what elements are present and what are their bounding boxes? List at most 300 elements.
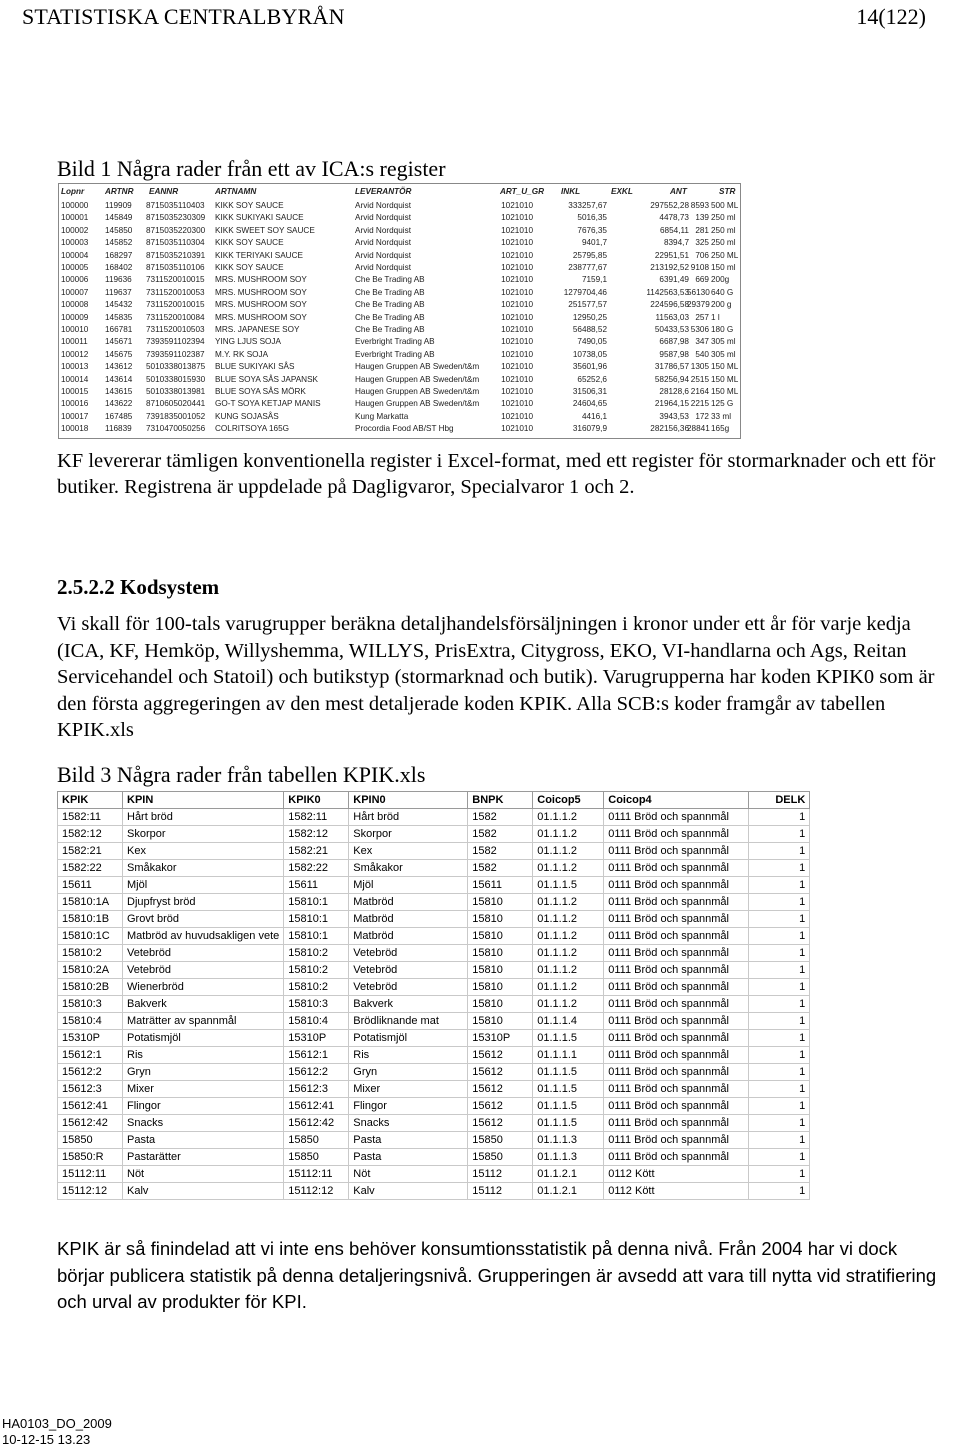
kpik-row bbox=[58, 962, 810, 979]
ica-cell: 28841 bbox=[687, 424, 710, 434]
section-heading: 2.5.2.2 Kodsystem bbox=[57, 575, 220, 599]
kpik-cell: 01.1.1.2 bbox=[533, 928, 604, 945]
kpik-cell: Maträtter av spannmål bbox=[123, 1013, 284, 1030]
ica-cell: 143622 bbox=[105, 399, 133, 409]
ica-cell: 1021010 bbox=[501, 287, 533, 297]
ica-cell: KUNG SOJASÅS bbox=[215, 411, 279, 421]
ica-column-header: ANT bbox=[670, 187, 687, 196]
kpik-column-header: KPIN0 bbox=[349, 792, 468, 809]
kpik-cell: 15612:2 bbox=[284, 1064, 349, 1081]
ica-cell: 4478,73 bbox=[659, 213, 689, 223]
kpik-cell: 0111 Bröd och spannmål bbox=[604, 1047, 749, 1064]
ica-cell: 7393591102394 bbox=[146, 337, 205, 347]
kpik-cell: 15810:1 bbox=[284, 894, 349, 911]
ica-cell: 145849 bbox=[105, 213, 133, 223]
kpik-cell: 1582 bbox=[468, 843, 533, 860]
kpik-cell: 01.1.1.2 bbox=[533, 911, 604, 928]
kpik-cell: 15112:12 bbox=[284, 1183, 349, 1200]
ica-cell: 143614 bbox=[105, 374, 133, 384]
ica-cell: 100018 bbox=[61, 424, 89, 434]
ica-cell: Everbright Trading AB bbox=[355, 349, 435, 359]
ica-cell: 7311520010053 bbox=[146, 287, 205, 297]
ica-cell: 238777,67 bbox=[568, 263, 607, 272]
ica-cell: MRS. MUSHROOM SOY bbox=[215, 287, 307, 297]
ica-cell: MRS. MUSHROOM SOY bbox=[215, 275, 307, 285]
ica-cell: 250 ml bbox=[711, 213, 736, 223]
ica-cell: 172 bbox=[695, 411, 709, 421]
kpik-cell: 1 bbox=[749, 1047, 810, 1064]
ica-cell: KIKK SOY SAUCE bbox=[215, 238, 284, 248]
kpik-cell: 1 bbox=[749, 996, 810, 1013]
ica-cell: 7391835001052 bbox=[146, 411, 206, 421]
kpik-cell: 15810:2 bbox=[284, 979, 349, 996]
figure1-caption: Bild 1 Några rader från ett av ICA:s register bbox=[57, 156, 446, 181]
kpik-column-header: DELK bbox=[749, 792, 810, 809]
kpik-cell: 15112:12 bbox=[58, 1183, 123, 1200]
kpik-cell: Vetebröd bbox=[349, 979, 468, 996]
ica-cell: 8394,7 bbox=[663, 238, 689, 248]
kpik-cell: 0111 Bröd och spannmål bbox=[604, 1149, 749, 1166]
kpik-cell: Grovt bröd bbox=[123, 911, 284, 928]
ica-cell: BLUE SOYA SÅS MÖRK bbox=[215, 387, 306, 396]
ica-cell: 29379 bbox=[687, 300, 710, 310]
kpik-cell: 15310P bbox=[58, 1030, 123, 1047]
kpik-cell: Vetebröd bbox=[349, 962, 468, 979]
kpik-row bbox=[58, 1030, 810, 1047]
ica-cell: Che Be Trading AB bbox=[355, 287, 425, 297]
ica-cell: 669 bbox=[695, 275, 709, 285]
kpik-cell: 15850 bbox=[468, 1149, 533, 1166]
kpik-cell: 0111 Bröd och spannmål bbox=[604, 928, 749, 945]
kpik-cell: 15612 bbox=[468, 1064, 533, 1081]
kpik-cell: 0111 Bröd och spannmål bbox=[604, 1098, 749, 1115]
kpik-cell: 15112 bbox=[468, 1183, 533, 1200]
ica-cell: 500 ML bbox=[711, 201, 739, 210]
kpik-cell: Matbröd av huvudsakligen vete bbox=[123, 928, 284, 945]
kpik-cell: Snacks bbox=[349, 1115, 468, 1132]
ica-cell: Haugen Gruppen AB Sweden/t&m bbox=[355, 399, 480, 409]
kpik-cell: 15810:2 bbox=[58, 945, 123, 962]
ica-cell: 100001 bbox=[61, 213, 89, 223]
ica-cell: 1021010 bbox=[501, 362, 533, 372]
kpik-cell: 01.1.1.2 bbox=[533, 996, 604, 1013]
ica-cell: 1021010 bbox=[501, 201, 533, 210]
kpik-cell: 15612 bbox=[468, 1081, 533, 1098]
kpik-cell: 15310P bbox=[468, 1030, 533, 1047]
kpik-row bbox=[58, 843, 810, 860]
kpik-cell: 01.1.1.2 bbox=[533, 843, 604, 860]
kpik-cell: 0111 Bröd och spannmål bbox=[604, 843, 749, 860]
ica-cell: 100016 bbox=[61, 399, 89, 409]
kpik-cell: Mixer bbox=[349, 1081, 468, 1098]
kpik-cell: Flingor bbox=[349, 1098, 468, 1115]
kpik-cell: 1582:21 bbox=[284, 843, 349, 860]
kpik-cell: 0111 Bröd och spannmål bbox=[604, 962, 749, 979]
ica-cell: 22951,51 bbox=[654, 250, 689, 260]
kpik-cell: 15612:3 bbox=[58, 1081, 123, 1098]
paragraph-kodsystem: Vi skall för 100-tals varugrupper beräkna detaljhandelsförsäljningen i kronor under ett år för varje kedja (ICA, KF, Hemköp, Willyshemma, WILLYS, PrisExtra, Citygross, EKO, VI-handlarna och Ags, Reitan Servicehandel och Statoil) och butikstyp (stormarknad och butik). Varugrupperna har koden KPIK0 som är den första aggregeringen av den mest detaljerade koden KPIK. Alla SCB:s koder framgår av tabellen KPIK.xls bbox=[57, 613, 935, 741]
kpik-row bbox=[58, 1064, 810, 1081]
kpik-cell: 15810:1A bbox=[58, 894, 123, 911]
kpik-cell: Bakverk bbox=[349, 996, 468, 1013]
ica-cell: 1021010 bbox=[501, 411, 533, 421]
ica-cell: 200 g bbox=[711, 300, 732, 310]
kpik-cell: 01.1.1.5 bbox=[533, 1098, 604, 1115]
kpik-cell: Djupfryst bröd bbox=[123, 894, 284, 911]
kpik-cell: 15810 bbox=[468, 894, 533, 911]
ica-cell: 150 ml bbox=[711, 263, 736, 272]
kpik-cell: 01.1.1.3 bbox=[533, 1132, 604, 1149]
ica-cell: 100014 bbox=[61, 374, 89, 384]
kpik-cell: Mixer bbox=[123, 1081, 284, 1098]
kpik-cell: 1 bbox=[749, 1149, 810, 1166]
ica-row bbox=[59, 421, 740, 437]
ica-cell: 1021010 bbox=[501, 337, 533, 347]
kpik-cell: 15112:11 bbox=[58, 1166, 123, 1183]
kpik-cell: 1582 bbox=[468, 809, 533, 826]
kpik-cell: 15810 bbox=[468, 996, 533, 1013]
ica-cell: 100009 bbox=[61, 312, 89, 322]
ica-cell: 8715035110304 bbox=[146, 238, 205, 248]
ica-cell: 8593 bbox=[690, 201, 709, 210]
kpik-cell: Skorpor bbox=[349, 826, 468, 843]
ica-cell: 9401,7 bbox=[581, 238, 607, 248]
kpik-cell: 1 bbox=[749, 860, 810, 877]
kpik-cell: 1582:12 bbox=[284, 826, 349, 843]
ica-cell: 100004 bbox=[61, 250, 89, 260]
kpik-cell: 15112:11 bbox=[284, 1166, 349, 1183]
kpik-cell: Gryn bbox=[123, 1064, 284, 1081]
ica-cell: Che Be Trading AB bbox=[355, 300, 425, 310]
ica-cell: 150 ML bbox=[711, 374, 739, 384]
ica-cell: 8715035220300 bbox=[146, 225, 206, 235]
kpik-cell: Småkakor bbox=[349, 860, 468, 877]
kpik-cell: 1 bbox=[749, 1064, 810, 1081]
kpik-cell: 0111 Bröd och spannmål bbox=[604, 809, 749, 826]
header-page-number: 14(122) bbox=[856, 4, 926, 29]
kpik-cell: 0111 Bröd och spannmål bbox=[604, 877, 749, 894]
kpik-cell: 1 bbox=[749, 1013, 810, 1030]
ica-cell: GO-T SOYA KETJAP MANIS bbox=[215, 399, 321, 409]
kpik-row bbox=[58, 996, 810, 1013]
ica-cell: 145432 bbox=[105, 300, 133, 310]
kpik-cell: 15810:1 bbox=[284, 928, 349, 945]
kpik-cell: 01.1.1.1 bbox=[533, 1047, 604, 1064]
kpik-row bbox=[58, 945, 810, 962]
kpik-cell: 15810 bbox=[468, 979, 533, 996]
kpik-cell: 0111 Bröd och spannmål bbox=[604, 860, 749, 877]
ica-cell: 2515 bbox=[690, 374, 709, 384]
ica-cell: 1021010 bbox=[501, 238, 533, 248]
ica-cell: 1021010 bbox=[501, 325, 533, 334]
ica-cell: 1021010 bbox=[501, 225, 533, 235]
ica-cell: Che Be Trading AB bbox=[355, 275, 425, 285]
ica-cell: 5016,35 bbox=[577, 213, 607, 223]
ica-cell: 180 G bbox=[711, 325, 734, 334]
kpik-cell: 15612:1 bbox=[58, 1047, 123, 1064]
ica-cell: 50433,53 bbox=[654, 325, 689, 334]
kpik-cell: 0111 Bröd och spannmål bbox=[604, 1115, 749, 1132]
ica-column-header: STR bbox=[719, 187, 736, 196]
kpik-column-header: BNPK bbox=[468, 792, 533, 809]
kpik-cell: 15612:3 bbox=[284, 1081, 349, 1098]
ica-column-header: ART_U_GR bbox=[500, 187, 544, 196]
kpik-cell: 1 bbox=[749, 911, 810, 928]
ica-cell: 3943,53 bbox=[659, 411, 689, 421]
kpik-cell: 0111 Bröd och spannmål bbox=[604, 1013, 749, 1030]
kpik-cell: 1582:21 bbox=[58, 843, 123, 860]
kpik-cell: 01.1.1.4 bbox=[533, 1013, 604, 1030]
ica-cell: 33 ml bbox=[711, 411, 732, 421]
kpik-cell: 0112 Kött bbox=[604, 1166, 749, 1183]
ica-cell: 5010338015930 bbox=[146, 374, 206, 384]
kpik-cell: Nöt bbox=[123, 1166, 284, 1183]
footer-doc-id: HA0103_DO_2009 bbox=[2, 1416, 112, 1431]
kpik-cell: 15810:1C bbox=[58, 928, 123, 945]
kpik-cell: 15611 bbox=[468, 877, 533, 894]
kpik-cell: 01.1.1.2 bbox=[533, 979, 604, 996]
ica-cell: 31506,31 bbox=[572, 387, 607, 396]
kpik-cell: Mjöl bbox=[349, 877, 468, 894]
ica-cell: 1021010 bbox=[501, 263, 533, 272]
ica-cell: 119909 bbox=[105, 201, 132, 210]
ica-cell: 100007 bbox=[61, 287, 89, 297]
ica-cell: 8715035110403 bbox=[146, 201, 205, 210]
ica-cell: 145835 bbox=[105, 312, 133, 322]
ica-cell: Kung Markatta bbox=[355, 411, 409, 421]
ica-cell: 12950,25 bbox=[572, 312, 607, 322]
ica-cell: 100013 bbox=[61, 362, 89, 372]
ica-cell: 1021010 bbox=[501, 300, 533, 310]
ica-cell: 166781 bbox=[105, 325, 133, 334]
ica-cell: 100005 bbox=[61, 263, 89, 272]
kpik-cell: 01.1.1.5 bbox=[533, 1064, 604, 1081]
kpik-cell: 15850:R bbox=[58, 1149, 123, 1166]
ica-cell: 213192,52 bbox=[650, 263, 689, 272]
kpik-cell: 1582:22 bbox=[284, 860, 349, 877]
kpik-cell: 15810:2 bbox=[284, 962, 349, 979]
ica-cell: 143612 bbox=[105, 362, 133, 372]
kpik-cell: 01.1.1.2 bbox=[533, 860, 604, 877]
kpik-cell: 1 bbox=[749, 809, 810, 826]
kpik-cell: 1 bbox=[749, 1183, 810, 1200]
kpik-cell: Pasta bbox=[349, 1132, 468, 1149]
ica-cell: Haugen Gruppen AB Sweden/t&m bbox=[355, 362, 480, 372]
kpik-cell: 1582:11 bbox=[284, 809, 349, 826]
kpik-row bbox=[58, 1081, 810, 1098]
kpik-cell: 1 bbox=[749, 826, 810, 843]
ica-cell: COLRITSOYA 165G bbox=[215, 424, 290, 434]
kpik-cell: 1 bbox=[749, 945, 810, 962]
ica-cell: 100017 bbox=[61, 411, 89, 421]
ica-cell: 281 bbox=[695, 225, 709, 235]
ica-cell: MRS. MUSHROOM SOY bbox=[215, 312, 307, 322]
kpik-cell: 1 bbox=[749, 1030, 810, 1047]
ica-cell: 56488,52 bbox=[572, 325, 607, 334]
ica-cell: 706 bbox=[695, 250, 709, 260]
kpik-cell: 15810:4 bbox=[284, 1013, 349, 1030]
ica-cell: Arvid Nordquist bbox=[355, 238, 411, 248]
kpik-cell: Potatismjöl bbox=[123, 1030, 284, 1047]
kpik-cell: 1 bbox=[749, 894, 810, 911]
kpik-cell: Hårt bröd bbox=[123, 809, 284, 826]
kpik-cell: 1 bbox=[749, 1081, 810, 1098]
ica-cell: 100006 bbox=[61, 275, 89, 285]
kpik-cell: 15810 bbox=[468, 962, 533, 979]
kpik-cell: 1582:22 bbox=[58, 860, 123, 877]
paragraph-kpik-note: KPIK är så finindelad att vi inte ens behöver konsumtionsstatistik på denna nivå. Från 2004 har vi dock börjar publicera statistik på denna detaljeringsnivå. Grupperingen är avsedd att vara till nytta vid stratifiering och urval av produkter för KPI. bbox=[57, 1238, 937, 1312]
ica-cell: KIKK SOY SAUCE bbox=[215, 201, 284, 210]
kpik-column-header: Coicop5 bbox=[533, 792, 604, 809]
ica-column-header: ARTNR bbox=[105, 187, 134, 196]
kpik-row bbox=[58, 911, 810, 928]
ica-cell: 5306 bbox=[690, 325, 709, 334]
ica-register-image bbox=[58, 183, 741, 439]
ica-cell: 116839 bbox=[105, 424, 132, 434]
ica-cell: 7159,1 bbox=[581, 275, 607, 285]
kpik-row bbox=[58, 1183, 810, 1200]
ica-cell: 5010338013875 bbox=[146, 362, 206, 372]
ica-cell: 119636 bbox=[105, 275, 132, 285]
kpik-cell: 15810:4 bbox=[58, 1013, 123, 1030]
kpik-cell: 15850 bbox=[58, 1132, 123, 1149]
ica-cell: Arvid Nordquist bbox=[355, 201, 411, 210]
paragraph-kf-registers: KF levererar tämligen konventionella register i Excel-format, med ett register för stormarknader och ett för butiker. Registrena är uppdelade på Dagligvaror, Specialvaror 1 och 2. bbox=[57, 450, 936, 498]
kpik-cell: 01.1.1.5 bbox=[533, 877, 604, 894]
ica-cell: 125 G bbox=[711, 399, 734, 409]
ica-cell: 139 bbox=[695, 213, 709, 223]
ica-cell: 7676,35 bbox=[577, 225, 607, 235]
ica-cell: 165g bbox=[711, 424, 730, 434]
kpik-cell: 01.1.1.5 bbox=[533, 1030, 604, 1047]
ica-cell: 7393591102387 bbox=[146, 349, 205, 359]
ica-cell: 150 ML bbox=[711, 387, 739, 396]
kpik-cell: 0112 Kött bbox=[604, 1183, 749, 1200]
ica-cell: 143615 bbox=[105, 387, 133, 396]
ica-cell: 5010338013981 bbox=[146, 387, 206, 396]
ica-cell: Che Be Trading AB bbox=[355, 325, 425, 334]
ica-cell: 1021010 bbox=[501, 374, 533, 384]
kpik-cell: 15810:2A bbox=[58, 962, 123, 979]
kpik-cell: 1 bbox=[749, 1098, 810, 1115]
ica-cell: 7310470050256 bbox=[146, 424, 206, 434]
kpik-cell: Pastarätter bbox=[123, 1149, 284, 1166]
ica-cell: 7311520010503 bbox=[146, 325, 205, 334]
kpik-row bbox=[58, 1166, 810, 1183]
ica-cell: 2164 bbox=[690, 387, 709, 396]
ica-cell: BLUE SUKIYAKI SÅS bbox=[215, 362, 295, 372]
ica-cell: 333257,67 bbox=[568, 201, 607, 210]
kpik-cell: Kex bbox=[349, 843, 468, 860]
kpik-cell: Wienerbröd bbox=[123, 979, 284, 996]
footer-date: 10-12-15 13.23 bbox=[2, 1432, 91, 1447]
figure3-caption: Bild 3 Några rader från tabellen KPIK.xls bbox=[57, 762, 426, 787]
ica-cell: 2215 bbox=[690, 399, 709, 409]
kpik-row bbox=[58, 979, 810, 996]
ica-cell: 145852 bbox=[105, 238, 133, 248]
kpik-cell: 15810:1B bbox=[58, 911, 123, 928]
ica-cell: M.Y. RK SOJA bbox=[215, 349, 269, 359]
ica-cell: 347 bbox=[695, 337, 709, 347]
kpik-cell: 15611 bbox=[284, 877, 349, 894]
kpik-cell: 1582 bbox=[468, 860, 533, 877]
kpik-cell: 15612:42 bbox=[284, 1115, 349, 1132]
kpik-cell: 15850 bbox=[468, 1132, 533, 1149]
kpik-cell: Snacks bbox=[123, 1115, 284, 1132]
kpik-cell: 1 bbox=[749, 928, 810, 945]
kpik-cell: 15612 bbox=[468, 1098, 533, 1115]
kpik-cell: 01.1.2.1 bbox=[533, 1183, 604, 1200]
kpik-row bbox=[58, 928, 810, 945]
kpik-cell: 01.1.1.2 bbox=[533, 894, 604, 911]
ica-cell: 9587,98 bbox=[659, 349, 689, 359]
kpik-cell: Ris bbox=[123, 1047, 284, 1064]
ica-cell: 11563,03 bbox=[655, 312, 689, 322]
kpik-cell: 0111 Bröd och spannmål bbox=[604, 1064, 749, 1081]
kpik-cell: Flingor bbox=[123, 1098, 284, 1115]
kpik-cell: 1 bbox=[749, 1115, 810, 1132]
ica-cell: 100015 bbox=[61, 387, 89, 396]
kpik-row bbox=[58, 894, 810, 911]
ica-cell: 100000 bbox=[61, 201, 89, 210]
ica-cell: KIKK SWEET SOY SAUCE bbox=[215, 225, 315, 235]
kpik-row bbox=[58, 1013, 810, 1030]
kpik-row bbox=[58, 826, 810, 843]
kpik-row bbox=[58, 1115, 810, 1132]
kpik-cell: 15850 bbox=[284, 1149, 349, 1166]
ica-cell: MRS. MUSHROOM SOY bbox=[215, 300, 307, 310]
kpik-row bbox=[58, 877, 810, 894]
ica-cell: 1305 bbox=[690, 362, 709, 372]
kpik-cell: 01.1.1.5 bbox=[533, 1081, 604, 1098]
kpik-cell: 15810 bbox=[468, 1013, 533, 1030]
ica-cell: 1279704,46 bbox=[563, 287, 607, 297]
ica-cell: 1021010 bbox=[501, 312, 533, 322]
kpik-cell: 1 bbox=[749, 843, 810, 860]
ica-cell: 250 ml bbox=[711, 225, 736, 235]
kpik-cell: 01.1.1.5 bbox=[533, 1115, 604, 1132]
kpik-cell: Matbröd bbox=[349, 928, 468, 945]
kpik-cell: 15112 bbox=[468, 1166, 533, 1183]
kpik-cell: Kalv bbox=[123, 1183, 284, 1200]
ica-cell: 145671 bbox=[105, 337, 133, 347]
ica-column-header: LEVERANTÖR bbox=[355, 187, 412, 196]
kpik-cell: 0111 Bröd och spannmål bbox=[604, 826, 749, 843]
kpik-cell: Mjöl bbox=[123, 877, 284, 894]
kpik-cell: 0111 Bröd och spannmål bbox=[604, 894, 749, 911]
ica-cell: 540 bbox=[695, 349, 709, 359]
ica-cell: 325 bbox=[695, 238, 709, 248]
header-org: STATISTISKA CENTRALBYRÅN bbox=[22, 4, 345, 29]
ica-cell: Arvid Nordquist bbox=[355, 213, 411, 223]
kpik-cell: 15810:1 bbox=[284, 911, 349, 928]
kpik-cell: Matbröd bbox=[349, 894, 468, 911]
ica-cell: KIKK TERIYAKI SAUCE bbox=[215, 250, 303, 260]
kpik-cell: 0111 Bröd och spannmål bbox=[604, 945, 749, 962]
kpik-cell: 15810 bbox=[468, 928, 533, 945]
ica-cell: 145675 bbox=[105, 349, 133, 359]
ica-cell: Everbright Trading AB bbox=[355, 337, 435, 347]
ica-cell: 100012 bbox=[61, 349, 89, 359]
kpik-row bbox=[58, 809, 810, 826]
ica-cell: 58256,94 bbox=[654, 374, 689, 384]
kpik-header-row bbox=[58, 792, 810, 809]
kpik-cell: 15612:41 bbox=[284, 1098, 349, 1115]
kpik-cell: 0111 Bröd och spannmål bbox=[604, 1081, 749, 1098]
ica-cell: Che Be Trading AB bbox=[355, 312, 425, 322]
ica-cell: MRS. JAPANESE SOY bbox=[215, 325, 300, 334]
kpik-cell: 01.1.2.1 bbox=[533, 1166, 604, 1183]
